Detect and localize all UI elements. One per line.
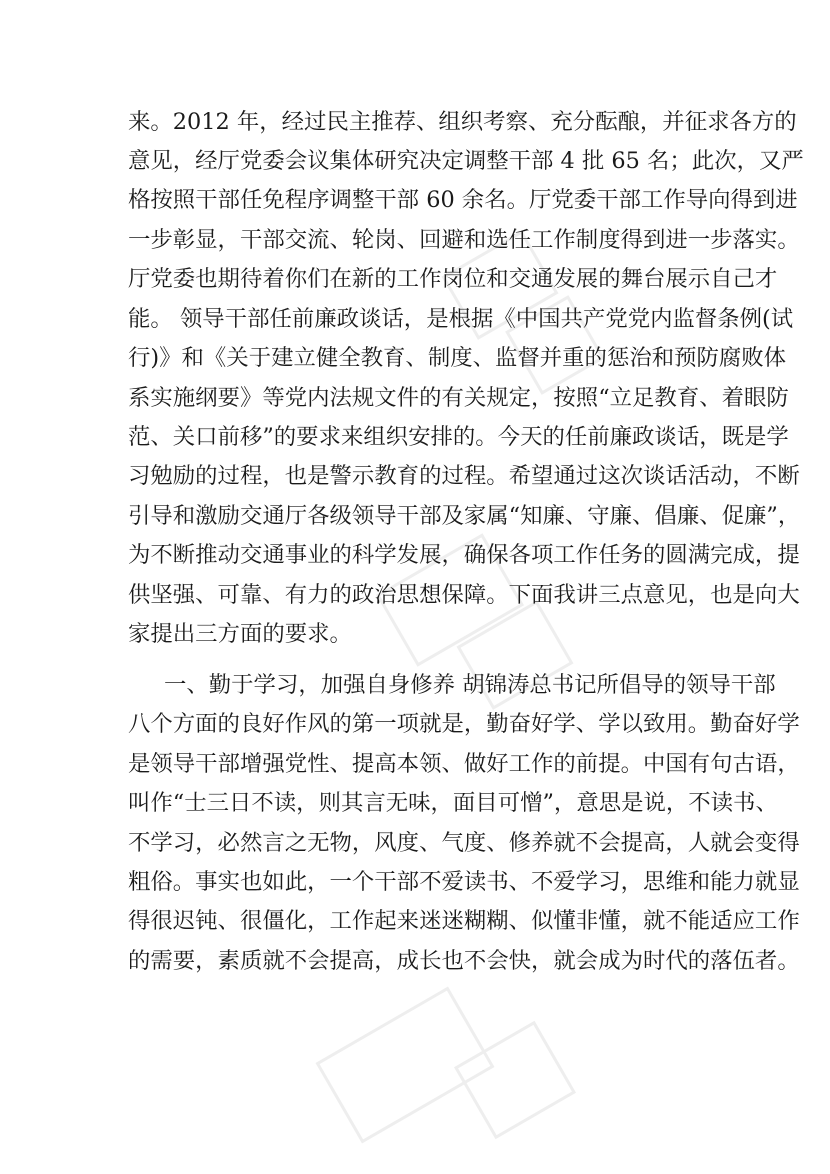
text-line: 为不断推动交通事业的科学发展，确保各项工作任务的圆满完成，提 [128, 542, 800, 568]
text-line: 得很迟钝、很僵化，工作起来迷迷糊糊、似懂非懂，就不能适应工作 [128, 908, 800, 934]
text-line: 是领导干部增强党性、提高本领、做好工作的前提。中国有句古语， [128, 751, 800, 777]
text-line: 行)》和《关于建立健全教育、制度、监督并重的惩治和预防腐败体 [128, 345, 787, 371]
text-line: 供坚强、可靠、有力的政治思想保障。下面我讲三点意见，也是向大 [128, 582, 800, 608]
text-line: 叫作“士三日不读，则其言无味，面目可憎”，意思是说，不读书、 [128, 790, 778, 816]
text-line: 范、关口前移”的要求来组织安排的。今天的任前廉政谈话，既是学 [128, 424, 789, 450]
text-line: 的需要，素质就不会提高，成长也不会快，就会成为时代的落伍者。 [128, 948, 800, 974]
text-line: 不学习，必然言之无物，风度、气度、修养就不会提高，人就会变得 [128, 830, 800, 856]
text-line: 粗俗。事实也如此，一个干部不爱读书、不爱学习，思维和能力就显 [128, 869, 800, 895]
text-line: 来。2012 年，经过民主推荐、组织考察、充分酝酿，并征求各方的 [128, 109, 797, 135]
text-line: 习勉励的过程，也是警示教育的过程。希望通过这次谈话活动，不断 [128, 463, 800, 489]
text-line: 八个方面的良好作风的第一项就是，勤奋好学、学以致用。勤奋好学 [128, 711, 800, 737]
text-line: 格按照干部任免程序调整干部 60 余名。厅党委干部工作导向得到进 [128, 187, 798, 213]
text-line: 能。 领导干部任前廉政谈话，是根据《中国共产党党内监督条例(试 [128, 306, 794, 332]
text-line: 一步彰显，干部交流、轮岗、回避和选任工作制度得到进一步落实。 [128, 227, 800, 253]
text-line: 系实施纲要》等党内法规文件的有关规定，按照“立足教育、着眼防 [128, 385, 789, 411]
text-line: 意见，经厅党委会议集体研究决定调整干部 4 批 65 名；此次，又严 [128, 148, 804, 174]
text-line: 引导和激励交通厅各级领导干部及家属“知廉、守廉、倡廉、促廉”， [128, 503, 801, 529]
text-line: 家提出三方面的要求。 [128, 621, 352, 647]
text-line: 厅党委也期待着你们在新的工作岗位和交通发展的舞台展示自己才 [128, 266, 778, 292]
section-heading-line: 一、勤于学习，加强自身修养 胡锦涛总书记所倡导的领导干部 [164, 672, 776, 698]
